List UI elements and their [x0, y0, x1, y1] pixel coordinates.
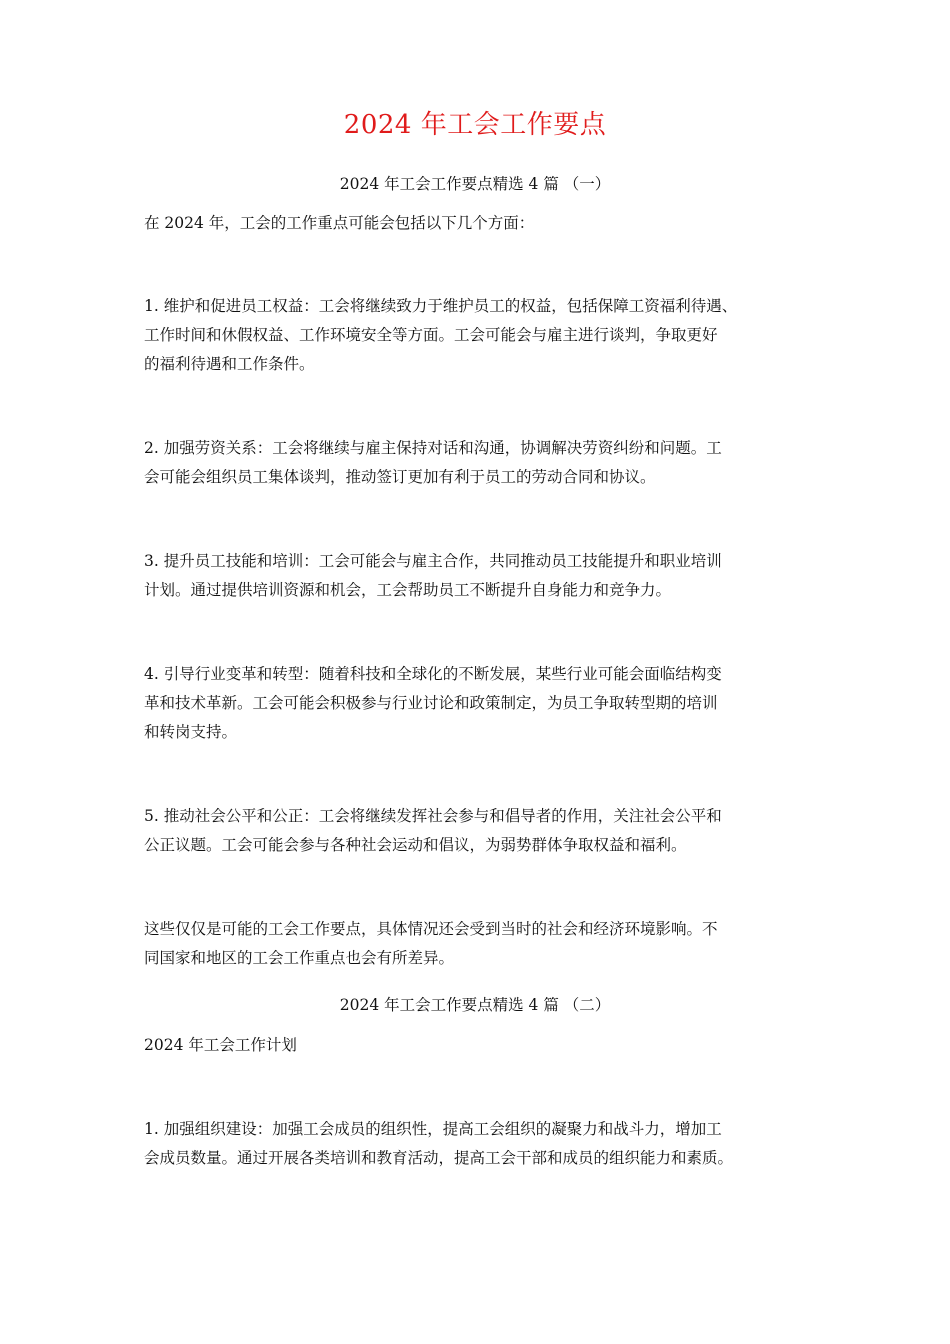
- paragraph-line: 会成员数量。通过开展各类培训和教育活动，提高工会干部和成员的组织能力和素质。: [144, 1149, 734, 1167]
- paragraph-line: 4. 引导行业变革和转型：随着科技和全球化的不断发展，某些行业可能会面临结构变: [144, 665, 722, 683]
- paragraph-line: 计划。通过提供培训资源和机会，工会帮助员工不断提升自身能力和竞争力。: [144, 581, 672, 599]
- paragraph-line: 5. 推动社会公平和公正：工会将继续发挥社会参与和倡导者的作用，关注社会公平和: [144, 807, 722, 825]
- section-heading-1: 2024 年工会工作要点精选 4 篇 （一）: [339, 175, 611, 193]
- paragraph-line: 1. 维护和促进员工权益：工会将继续致力于维护员工的权益，包括保障工资福利待遇、: [144, 297, 738, 315]
- paragraph-line: 工作时间和休假权益、工作环境安全等方面。工会可能会与雇主进行谈判，争取更好: [144, 326, 718, 344]
- paragraph-line: 3. 提升员工技能和培训：工会可能会与雇主合作，共同推动员工技能提升和职业培训: [144, 552, 722, 570]
- section-intro-1: 在 2024 年，工会的工作重点可能会包括以下几个方面：: [144, 214, 535, 232]
- section-heading-2: 2024 年工会工作要点精选 4 篇 （二）: [339, 996, 611, 1014]
- paragraph-line: 的福利待遇和工作条件。: [144, 355, 315, 373]
- paragraph-line: 2. 加强劳资关系：工会将继续与雇主保持对话和沟通，协调解决劳资纠纷和问题。工: [144, 439, 722, 457]
- paragraph-line: 公正议题。工会可能会参与各种社会运动和倡议，为弱势群体争取权益和福利。: [144, 836, 687, 854]
- page-title: 2024 年工会工作要点: [343, 110, 607, 140]
- section-intro-2: 2024 年工会工作计划: [144, 1036, 297, 1054]
- paragraph-line: 革和技术革新。工会可能会积极参与行业讨论和政策制定，为员工争取转型期的培训: [144, 694, 718, 712]
- paragraph-line: 会可能会组织员工集体谈判，推动签订更加有利于员工的劳动合同和协议。: [144, 468, 656, 486]
- paragraph-line: 和转岗支持。: [144, 723, 238, 741]
- paragraph-line: 同国家和地区的工会工作重点也会有所差异。: [144, 949, 455, 967]
- paragraph-line: 这些仅仅是可能的工会工作要点，具体情况还会受到当时的社会和经济环境影响。不: [144, 920, 718, 938]
- paragraph-line: 1. 加强组织建设：加强工会成员的组织性，提高工会组织的凝聚力和战斗力，增加工: [144, 1120, 722, 1138]
